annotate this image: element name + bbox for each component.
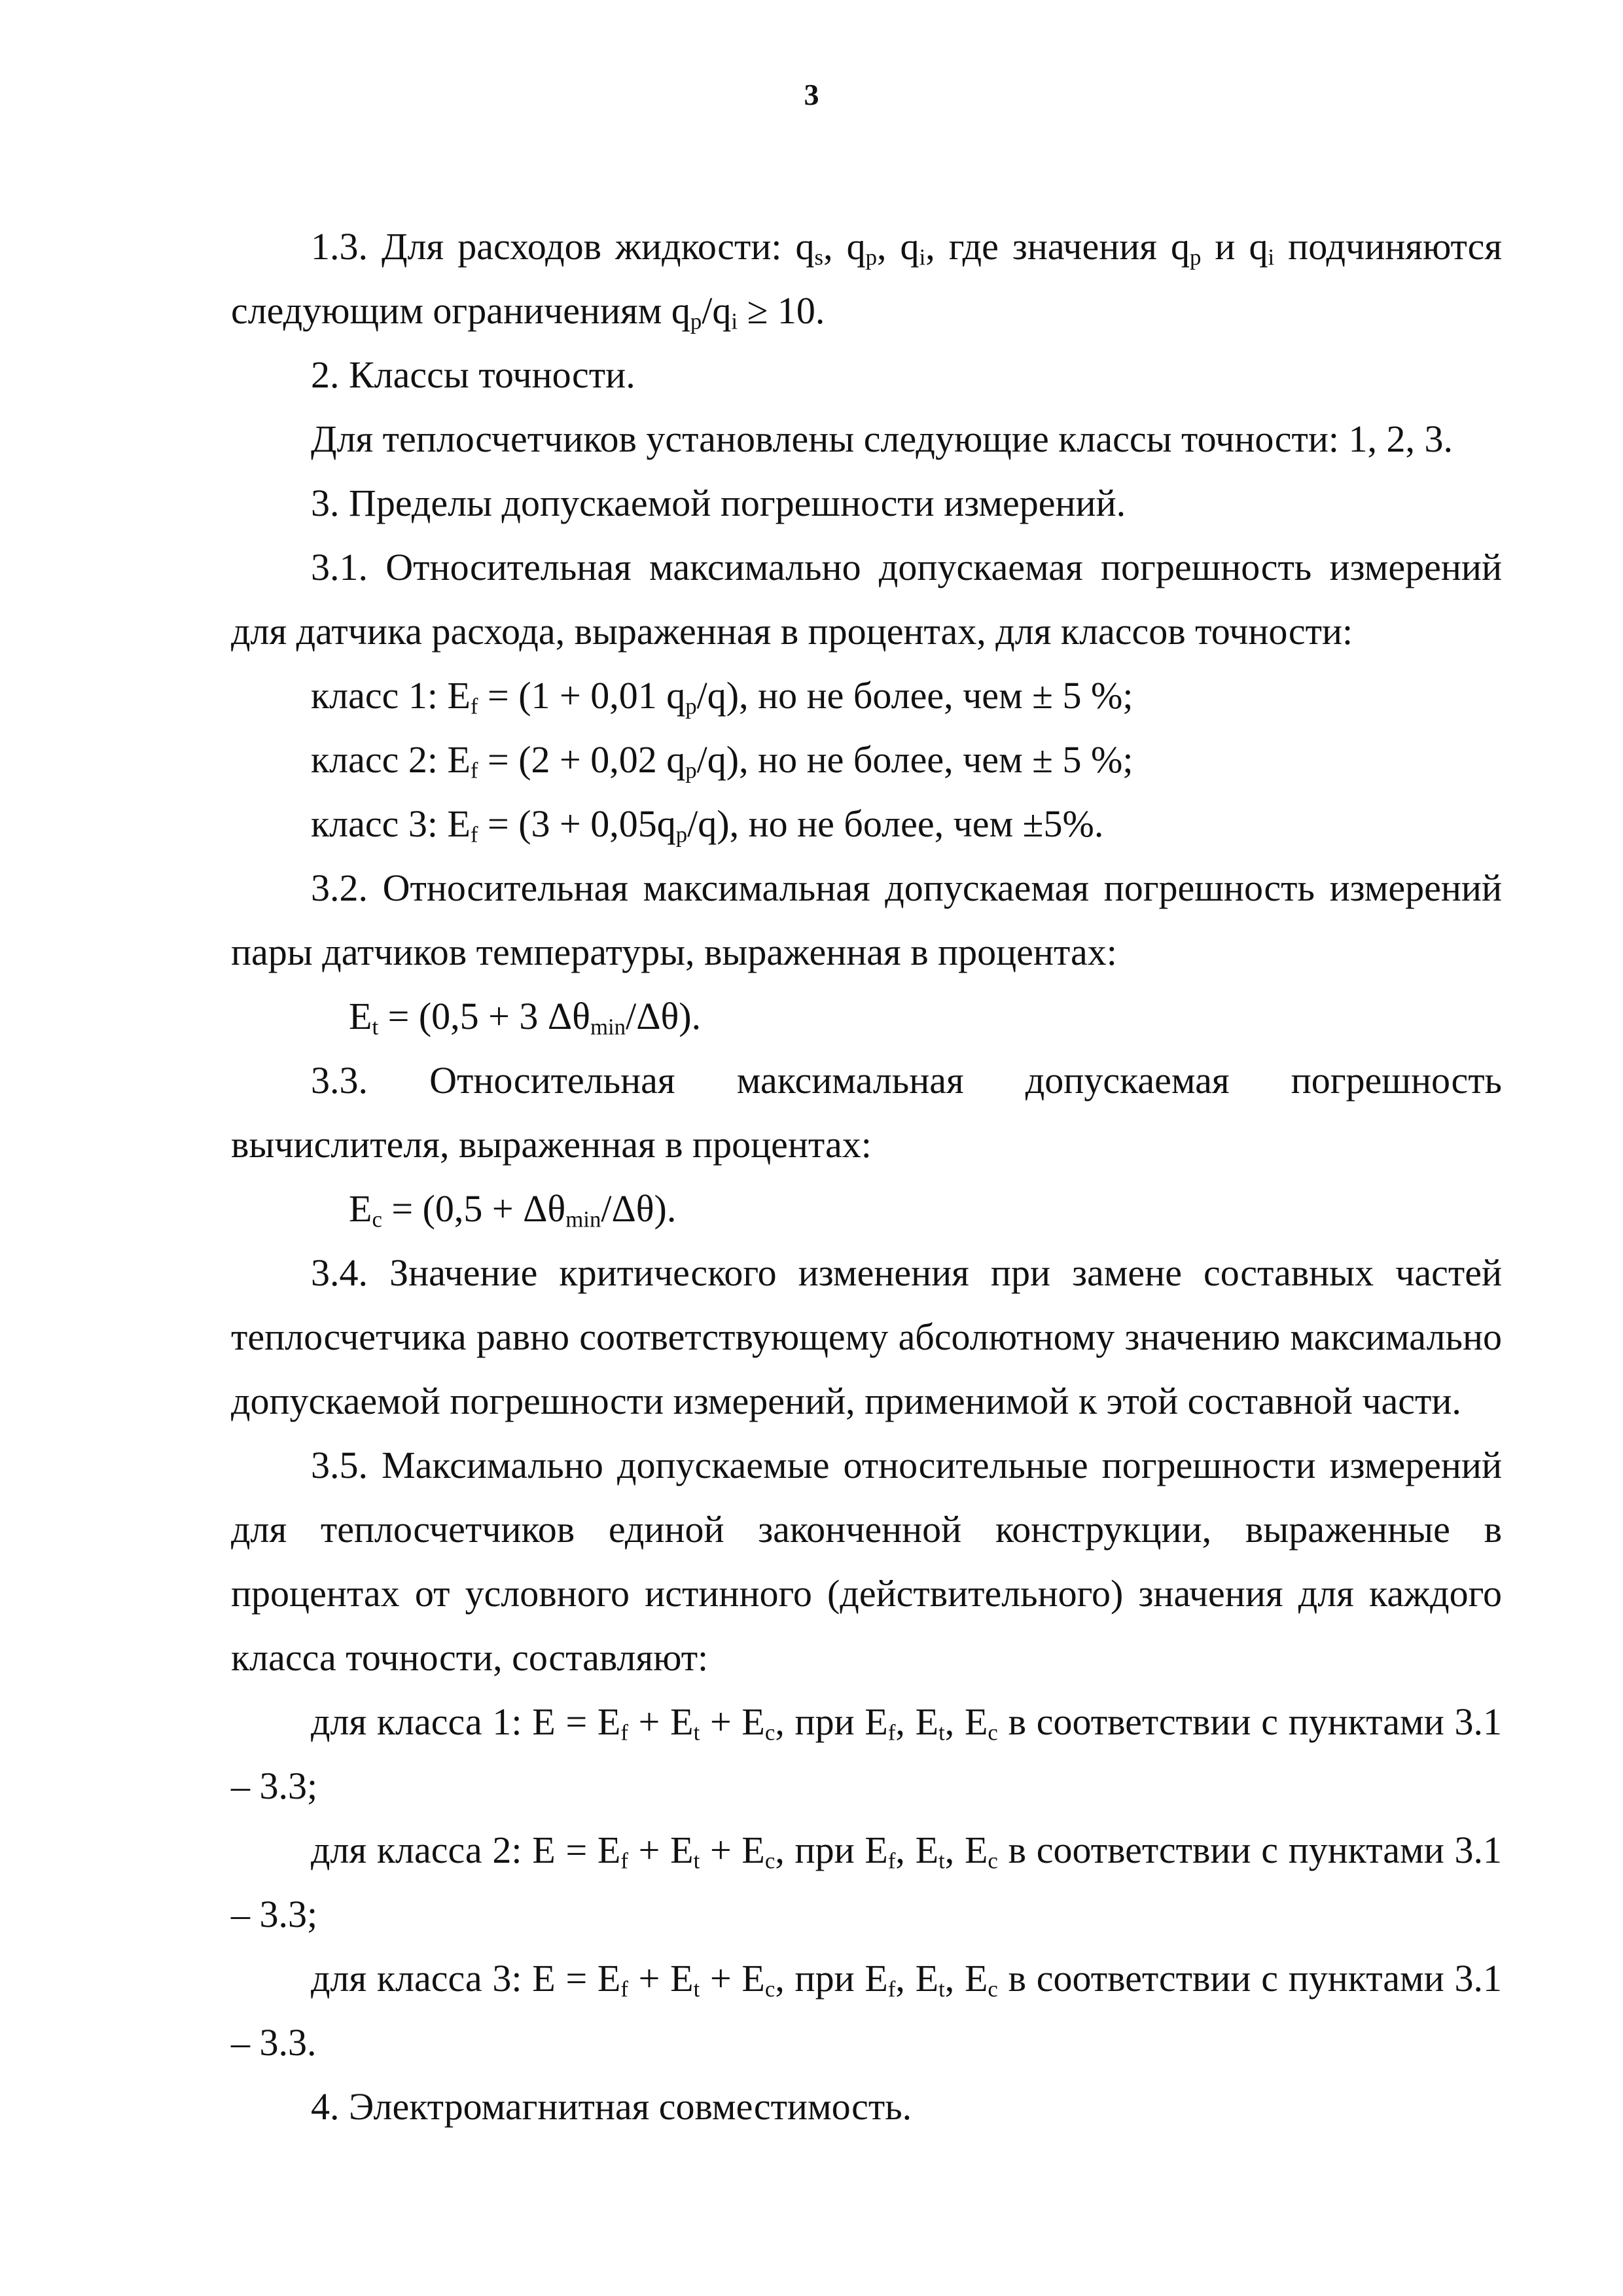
page-number: 3: [804, 78, 819, 111]
formula-et: $E_t = (0,5 + 3$ $\Delta\theta_{min}/\Delta\theta$).: [349, 995, 702, 1040]
class-1-formula: класс 1: $E_f = (1 + 0,01$ $q_p/q$), но не более, чем ± 5 %;: [311, 674, 1133, 719]
paragraph-1-3: 1.3. Для расходов жидкости: $q_s$, $q_p$, $q_i$, где значения $q_p$ и $q_i$ подчиняются следующим ограничениям $q_p/q_i \ge 10$.: [231, 225, 1503, 334]
paragraph-4-heading: 4. Электромагнитная совместимость.: [311, 2085, 912, 2128]
paragraph-3-2: 3.2. Относительная максимальная допускаемая погрешность измерений пары датчиков температуры, выраженная в процентах:: [231, 867, 1502, 973]
class-3-total-error: для класса 3: $E = E_f + E_t + E_c$, при $E_f$, $E_t$, $E_c$ в соответствии с пунктами 3.1 – 3.3.: [231, 1957, 1502, 2064]
class-1-total-error: для класса 1: $E = E_f + E_t + E_c$, при $E_f$, $E_t$, $E_c$ в соответствии с пунктами 3.1 – 3.3;: [231, 1700, 1502, 1807]
paragraph-2-heading: 2. Классы точности.: [311, 353, 635, 396]
paragraph-3-3: 3.3. Относительная максимальная допускаемая погрешность вычислителя, выраженная в процентах:: [231, 1059, 1502, 1166]
paragraph-3-4: 3.4. Значение критического изменения при замене составных частей теплосчетчика равно соответствующему абсолютному значению максимально допускаемой погрешности измерений, применимой к этой составной части.: [231, 1251, 1502, 1422]
paragraph-3-1: 3.1. Относительная максимально допускаемая погрешность измерений для датчика расхода, выраженная в процентах, для классов точности:: [231, 546, 1502, 653]
paragraph-2-body: Для теплосчетчиков установлены следующие классы точности: 1, 2, 3.: [311, 418, 1454, 460]
paragraph-3-5: 3.5. Максимально допускаемые относительные погрешности измерений для теплосчетчиков единой законченной конструкции, выраженные в процентах от условного истинного (действительного) значения для каждого класса точности, составляют:: [231, 1444, 1502, 1679]
class-2-formula: класс 2: $E_f = (2 + 0,02$ $q_p/q$), но не более, чем ± 5 %;: [311, 738, 1133, 783]
formula-ec: $E_c = (0,5 + \Delta\theta_{min}/\Delta\theta)$.: [349, 1187, 677, 1232]
document-body: [231, 215, 1502, 2139]
class-3-formula: класс 3: $E_f = (3 + 0,05q_p/q)$, но не более, чем ±5%.: [311, 802, 1104, 848]
paragraph-3-heading: 3. Пределы допускаемой погрешности измерений.: [311, 482, 1126, 524]
class-2-total-error: для класса 2: $E = E_f + E_t + E_c$, при $E_f$, $E_t$, $E_c$ в соответствии с пунктами 3.1 – 3.3;: [231, 1829, 1502, 1935]
